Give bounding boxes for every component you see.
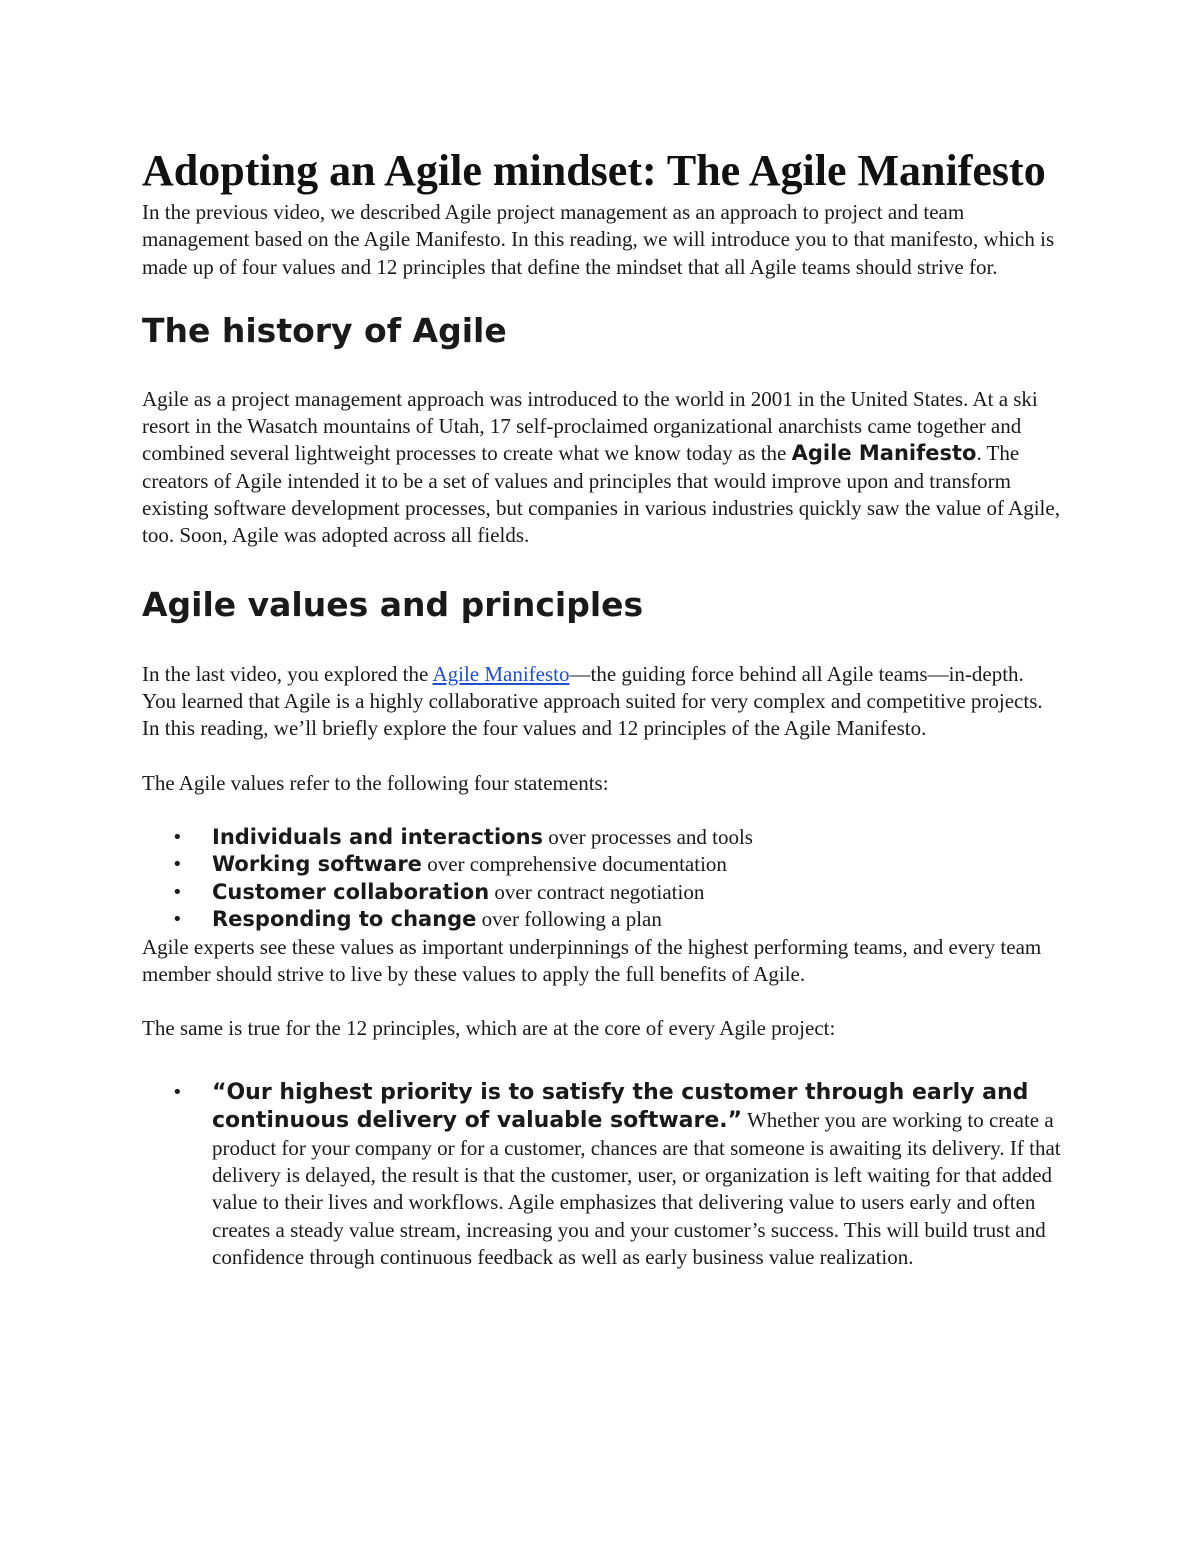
values-intro-paragraph [142, 661, 1062, 743]
history-heading: The history of Agile [142, 310, 507, 350]
intro-paragraph: In the previous video, we described Agile project management as an approach to project and team management based on the Agile Manifesto. In this reading, we will introduce you to that manifesto, which is made up of four values and 12 principles that define the mindset that all Agile teams should strive for. [142, 200, 1055, 279]
principle-rest: Whether you are working to create a product for your company or for a customer, chances are that someone is awaiting its delivery. If that delivery is delayed, the result is that the customer, user, or organization is left waiting for that added value to their lives and workflows. Agile emphasizes that delivering value to users early and often creates a steady value stream, increasing you and your customer’s success. This will build trust and confidence through continuous feedback as well as early business value realization. [212, 1107, 1061, 1269]
bullet-icon: • [172, 909, 183, 931]
agile-manifesto-link[interactable]: Agile Manifesto [432, 661, 570, 686]
value-rest: over following a plan [476, 907, 662, 932]
list-item [142, 851, 1062, 879]
list-item [142, 906, 1062, 934]
value-bold: Customer collaboration [212, 879, 490, 904]
values-heading: Agile values and principles [142, 584, 644, 624]
value-rest: over processes and tools [543, 824, 753, 849]
bullet-icon: • [172, 826, 183, 848]
list-item [142, 1079, 1062, 1271]
document-page [142, 144, 1062, 1271]
agile-manifesto-bold: Agile Manifesto [791, 441, 977, 466]
bullet-icon: • [172, 854, 183, 876]
agile-values-list [142, 824, 1062, 934]
value-bold: Responding to change [212, 907, 477, 932]
agile-principles-list [142, 1079, 1062, 1271]
value-rest: over contract negotiation [489, 879, 705, 904]
values-intro-start: In the last video, you explored the [142, 661, 433, 686]
bullet-icon: • [172, 881, 183, 903]
values-intro-end: —the guiding force behind all Agile teams—in-depth. You learned that Agile is a highly collaborative approach suited for very complex and competitive projects. In this reading, we’ll briefly explore the four values and 12 principles of the Agile Manifesto. [142, 661, 1043, 741]
values-lead-paragraph: The Agile values refer to the following four statements: [142, 770, 609, 795]
history-text-end: . The creators of Agile intended it to be a set of values and principles that would improve upon and transform existing software development processes, but companies in various industries quickly saw the value of Agile, too. Soon, Agile was adopted across all fields. [142, 441, 1060, 548]
page-title: Adopting an Agile mindset: The Agile Manifesto [142, 146, 1046, 195]
value-bold: Working software [212, 852, 422, 877]
values-summary-paragraph: Agile experts see these values as important underpinnings of the highest performing teams, and every team member should strive to live by these values to apply the full benefits of Agile. [142, 934, 1042, 987]
history-text-start: Agile as a project management approach was introduced to the world in 2001 in the United States. At a ski resort in the Wasatch mountains of Utah, 17 self-proclaimed organizational anarchists came together and combined several lightweight processes to create what we know today as the [142, 386, 1038, 466]
bullet-icon: • [172, 1081, 183, 1103]
list-item [142, 824, 1062, 852]
principle-bold: “Our highest priority is to satisfy the customer through early and continuous delivery of valuable software.” [212, 1079, 1029, 1133]
history-paragraph [142, 386, 1062, 550]
value-rest: over comprehensive documentation [421, 852, 727, 877]
principles-lead-paragraph: The same is true for the 12 principles, which are at the core of every Agile project: [142, 1016, 836, 1041]
list-item [142, 879, 1062, 907]
value-bold: Individuals and interactions [212, 824, 544, 849]
